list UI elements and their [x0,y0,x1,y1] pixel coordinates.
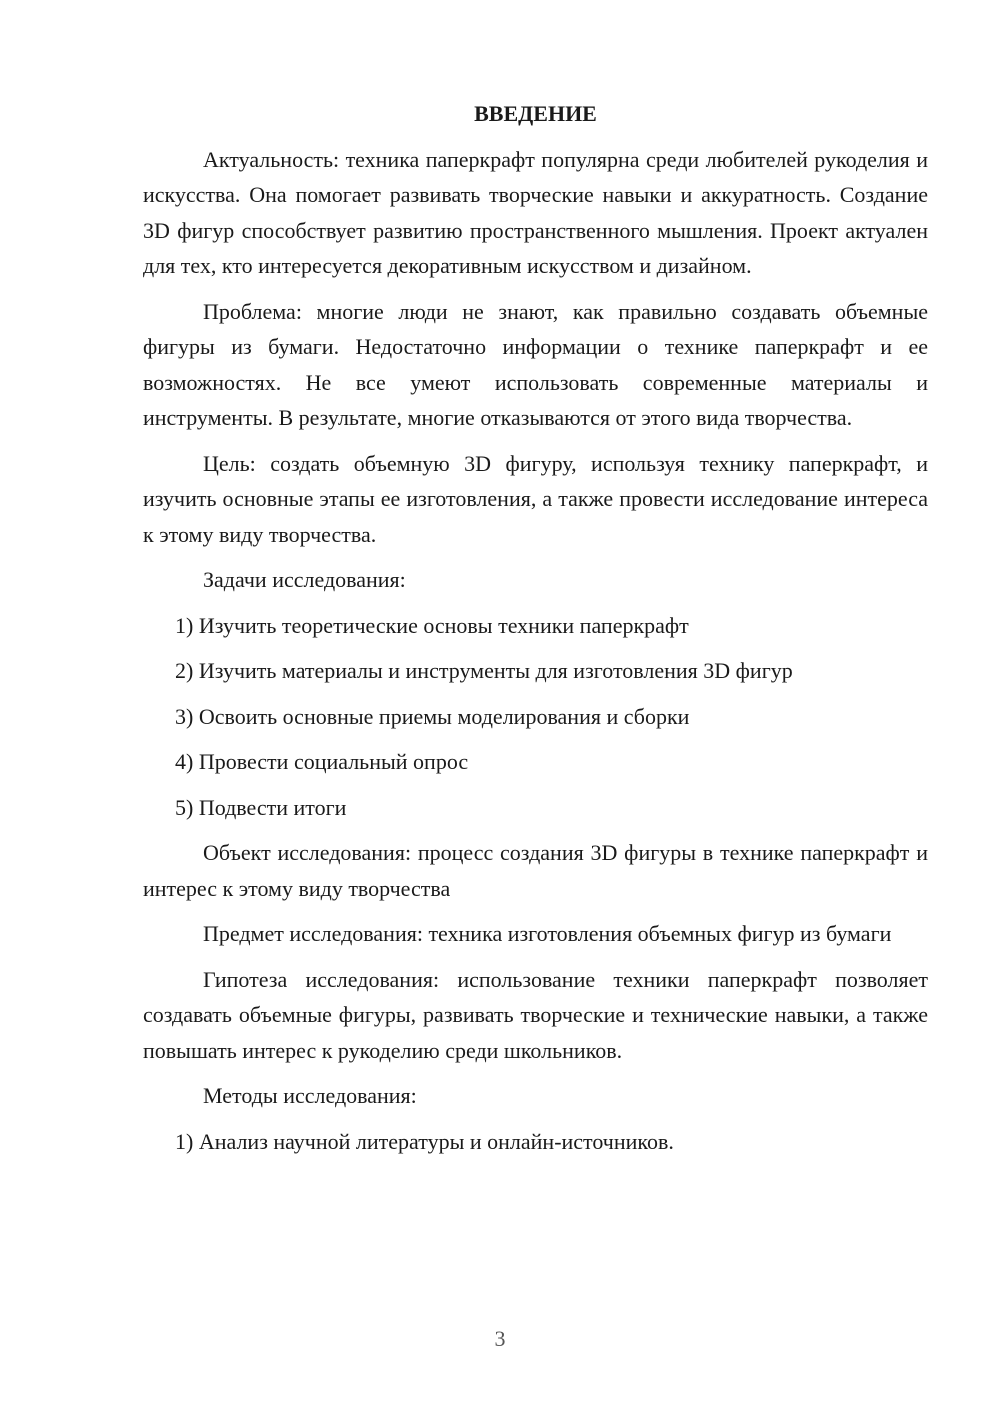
list-item: 3) Освоить основные приемы моделирования и сборки [175,703,690,729]
list-item: 1) Анализ научной литературы и онлайн-источников. [175,1128,674,1154]
relevance-paragraph: Актуальность: техника паперкрафт популярна среди любителей рукоделия и искусства. Она помогает развивать творческие навыки и аккуратность. Создание 3D фигур способствует развитию пространственного мышления. Проект актуален для тех, кто интересуется декоративным искусством и дизайном. [143,146,928,278]
subject-paragraph: Предмет исследования: техника изготовления объемных фигур из бумаги [203,921,892,946]
hypothesis-paragraph: Гипотеза исследования: использование техники паперкрафт позволяет создавать объемные фигуры, развивать творческие и технические навыки, а также повышать интерес к рукоделию среди школьников. [143,966,928,1063]
list-item: 2) Изучить материалы и инструменты для изготовления 3D фигур [175,658,793,683]
problem-paragraph: Проблема: многие люди не знают, как правильно создавать объемные фигуры из бумаги. Недостаточно информации о технике паперкрафт и ее возможностях. Не все умеют использовать современные материалы и инструменты. В результате, многие отказываются от этого вида творчества. [143,298,928,430]
page-title: ВВЕДЕНИЕ [474,101,597,126]
list-item: 4) Провести социальный опрос [175,749,469,774]
tasks-list [143,608,928,826]
tasks-label: Задачи исследования: [203,567,406,592]
document-page [143,96,928,1169]
methods-label: Методы исследования: [203,1083,417,1108]
object-paragraph: Объект исследования: процесс создания 3D фигуры в технике паперкрафт и интерес к этому виду творчества [143,840,928,901]
list-item: 1) Изучить теоретические основы техники паперкрафт [175,612,689,638]
page-number: 3 [494,1326,506,1351]
goal-paragraph: Цель: создать объемную 3D фигуру, используя технику паперкрафт, и изучить основные этапы ее изготовления, а также провести исследование интереса к этому виду творчества. [143,450,928,547]
methods-list [143,1124,928,1160]
list-item: 5) Подвести итоги [175,794,347,820]
